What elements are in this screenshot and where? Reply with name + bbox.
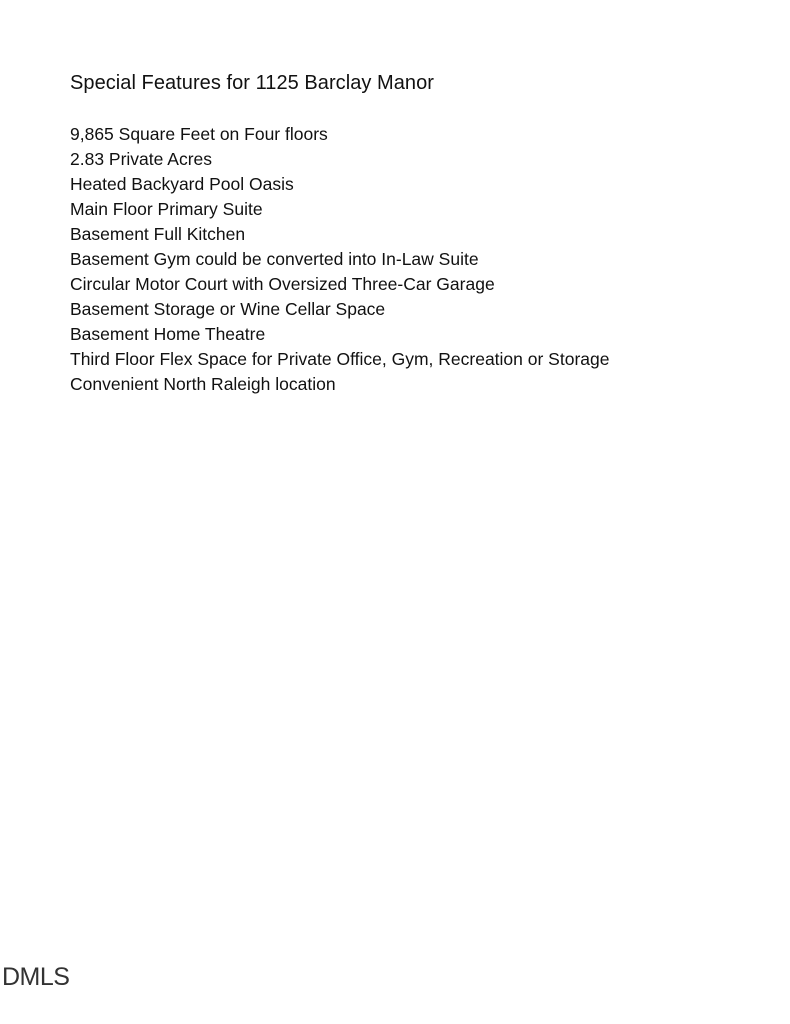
dmls-watermark: DMLS bbox=[2, 963, 70, 991]
feature-item: Basement Full Kitchen bbox=[70, 224, 246, 244]
feature-item: 2.83 Private Acres bbox=[70, 149, 213, 169]
feature-item: Basement Storage or Wine Cellar Space bbox=[70, 299, 386, 319]
features-list bbox=[70, 122, 609, 397]
feature-item: Circular Motor Court with Oversized Three-Car Garage bbox=[70, 274, 495, 294]
feature-item: Basement Gym could be converted into In-Law Suite bbox=[70, 249, 479, 269]
feature-item: Main Floor Primary Suite bbox=[70, 199, 263, 219]
feature-item: 9,865 Square Feet on Four floors bbox=[70, 124, 328, 144]
document-title: Special Features for 1125 Barclay Manor bbox=[70, 72, 434, 94]
feature-item: Convenient North Raleigh location bbox=[70, 374, 336, 394]
feature-item: Basement Home Theatre bbox=[70, 324, 266, 344]
feature-item: Heated Backyard Pool Oasis bbox=[70, 174, 294, 194]
feature-item: Third Floor Flex Space for Private Office, Gym, Recreation or Storage bbox=[70, 349, 610, 369]
